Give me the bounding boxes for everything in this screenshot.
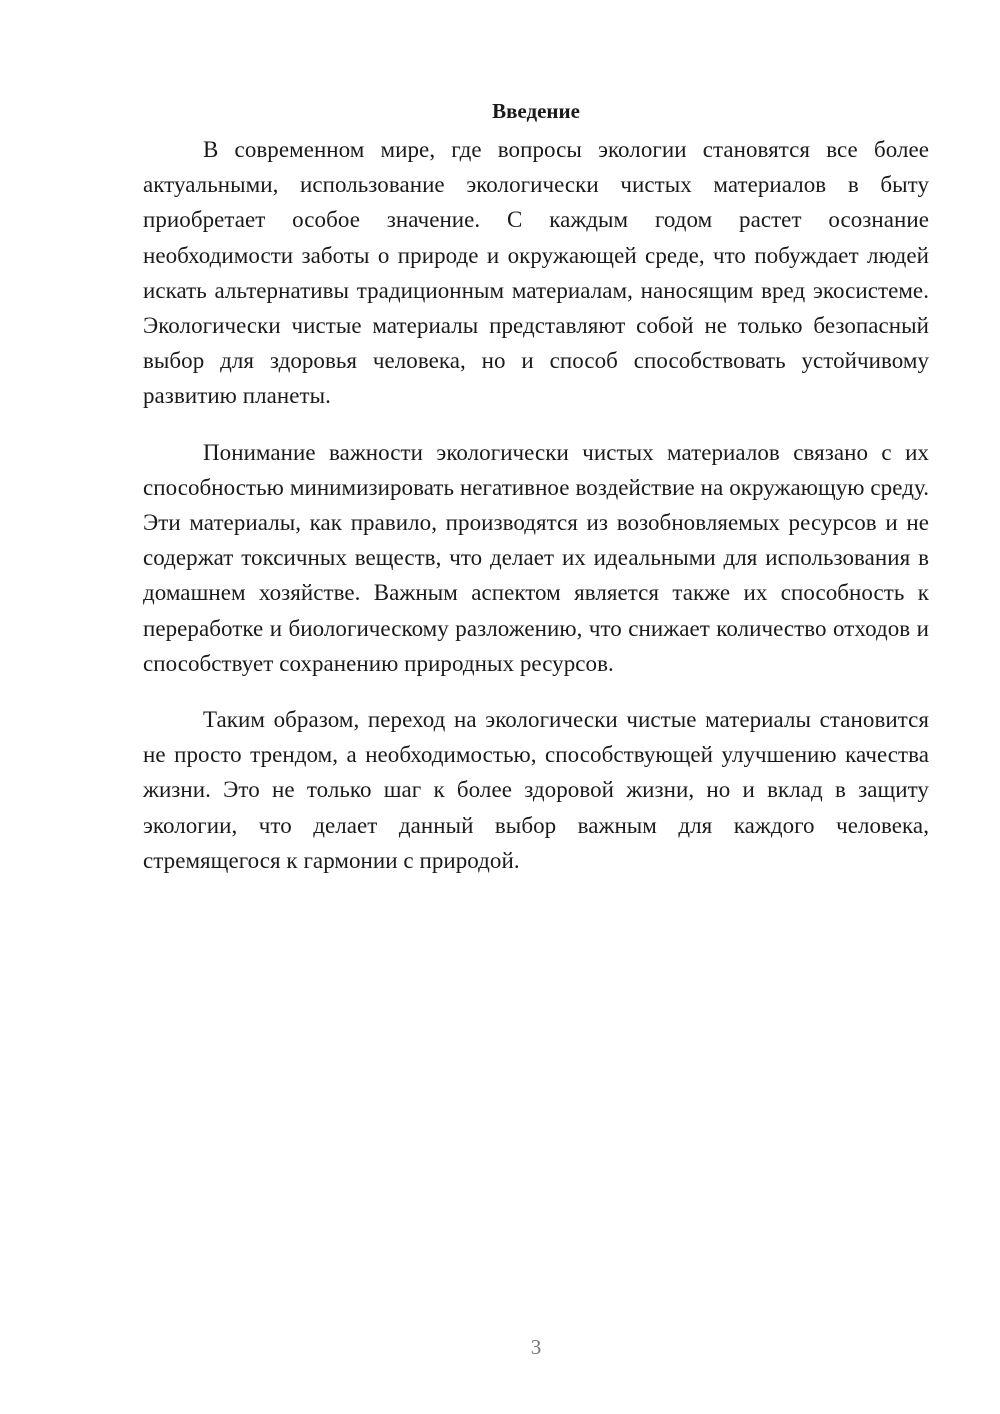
section-heading: Введение — [492, 99, 580, 123]
paragraph-3: Таким образом, переход на экологически чистые материалы становится не просто трендом, а необходимостью, способствующей улучшению качества жизни. Это не только шаг к более здоровой жизни, но и вклад в защиту экологии, что делает данный выбор важным для каждого человека, стремящегося к гармонии с природой. — [143, 707, 929, 873]
paragraph-2: Понимание важности экологически чистых материалов связано с их способностью минимизировать негативное воздействие на окружающую среду. Эти материалы, как правило, производятся из возобновляемых ресурсов и не содержат токсичных веществ, что делает их идеальными для использования в домашнем хозяйстве. Важным аспектом является также их способность к переработке и биологическому разложению, что снижает количество отходов и способствует сохранению природных ресурсов. — [143, 439, 929, 676]
page-number: 3 — [530, 1335, 542, 1359]
page-content — [143, 96, 929, 899]
paragraph-1: В современном мире, где вопросы экологии становятся все более актуальными, использование экологически чистых материалов в быту приобретает особое значение. С каждым годом растет осознание необходимости заботы о природе и окружающей среде, что побуждает людей искать альтернативы традиционным материалам, наносящим вред экосистеме. Экологически чистые материалы представляют собой не только безопасный выбор для здоровья человека, но и способ способствовать устойчивому развитию планеты. — [143, 137, 929, 409]
